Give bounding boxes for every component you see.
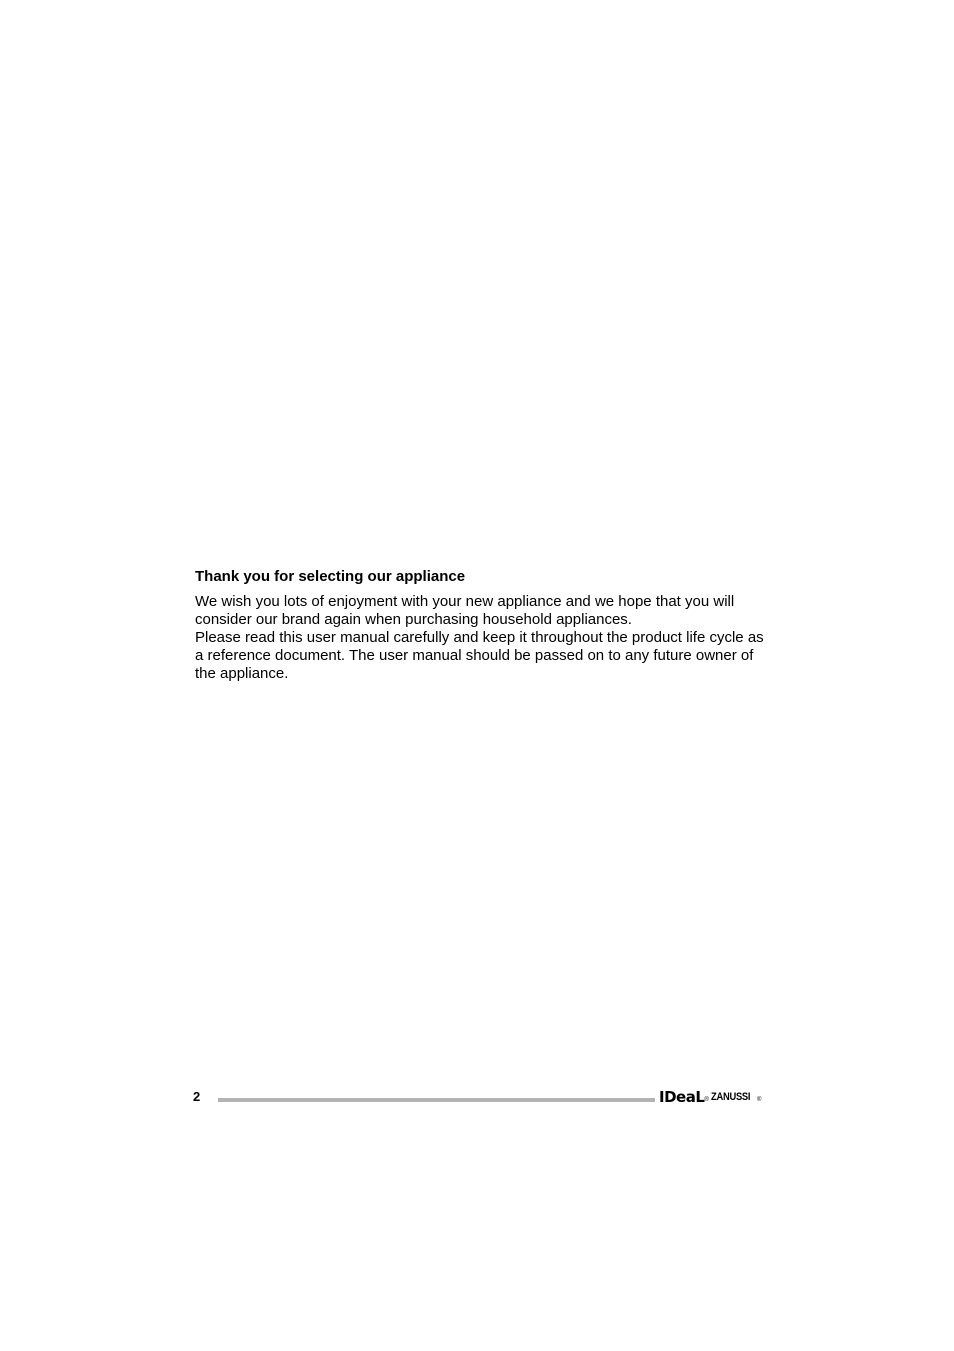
page-footer xyxy=(193,1088,765,1106)
intro-paragraph: We wish you lots of enjoyment with your new appliance and we hope that you will consider our brand again when purchasing household appliances. xyxy=(195,593,735,628)
intro-section xyxy=(195,568,765,683)
manual-paragraph: Please read this user manual carefully and keep it throughout the product life cycle as a reference document. The user manual should be passed on to any future owner of the appliance. xyxy=(195,629,764,682)
brand-logo xyxy=(659,1088,761,1106)
section-heading: Thank you for selecting our appliance xyxy=(195,568,466,585)
footer-rule xyxy=(218,1098,655,1102)
zanussi-logo: ZANUSSI xyxy=(710,1091,751,1103)
page-number: 2 xyxy=(193,1089,201,1104)
registered-mark-2: ® xyxy=(757,1097,762,1103)
registered-mark: ® xyxy=(704,1097,709,1103)
ideal-logo: IDeaL xyxy=(659,1088,705,1106)
